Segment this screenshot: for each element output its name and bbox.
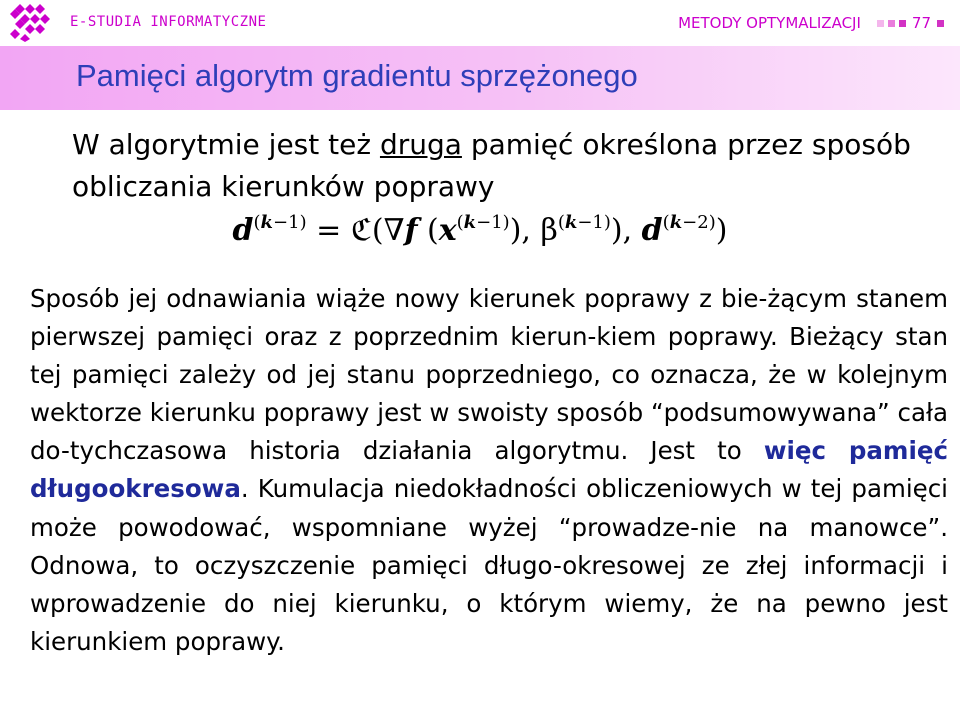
formula-mid-2: ), <box>610 213 642 248</box>
formula-equals: = <box>306 213 351 248</box>
lead-text-before: W algorytmie jest też <box>72 128 380 161</box>
formula-sup-3: (k−1) <box>557 212 611 233</box>
formula-close: ) <box>715 213 728 248</box>
diamond-lattice-logo-icon <box>6 2 54 42</box>
formula-x: x <box>438 213 457 248</box>
formula-sup-1: (k−1) <box>253 212 307 233</box>
paragraph-text-2: . Kumulacja niedokładności obliczeniowych w tej pamięci może powodować, wspomniane wyżej “prowadze-nie na manowce”. Odnowa, to oczyszczenie pamięci długo-okresowej ze złej informacji i wprowadzenie do niej kierunku, o którym wiemy, że na pewno jest kierunkiem poprawy. <box>30 474 948 656</box>
slide-title: Pamięci algorytm gradientu sprzężonego <box>76 58 638 93</box>
formula-operator: ℭ(∇ <box>350 213 405 248</box>
course-title: METODY OPTYMALIZACJI <box>678 14 861 32</box>
formula-paren: ( <box>417 213 439 248</box>
formula <box>0 212 960 248</box>
brand-label: E-STUDIA INFORMATYCZNE <box>70 14 267 30</box>
formula-f: f <box>404 213 418 248</box>
decor-square-1 <box>877 20 884 27</box>
decor-square-4 <box>937 20 944 27</box>
body-paragraph <box>30 280 948 661</box>
formula-d: d <box>232 213 254 248</box>
formula-sup-2: (k−1) <box>456 212 510 233</box>
formula-mid: ), β <box>509 213 558 248</box>
formula-sup-4: (k−2) <box>662 212 716 233</box>
decor-square-3 <box>899 20 906 27</box>
lead-underlined-word: druga <box>379 128 462 161</box>
formula-d-prev: d <box>641 213 663 248</box>
paragraph-text-1: Sposób jej odnawiania wiąże nowy kierunek poprawy z bie-żącym stanem pierwszej pamięci oraz z poprzednim kierun-kiem poprawy. Bieżący stan tej pamięci zależy od jej stanu poprzedniego, co oznacza, że w kolejnym wektorze kierunku poprawy jest w swoisty sposób “podsumowywana” cała do-tychczasowa historia działania algorytmu. Jest to <box>30 284 948 466</box>
lead-text-after: pamięć określona przez sposób obliczania kierunków poprawy <box>72 128 911 203</box>
paragraph-highlight: więc pamięć długookresowa <box>30 436 948 504</box>
decor-square-2 <box>888 20 895 27</box>
lead-text <box>72 124 942 208</box>
course-header <box>678 14 944 32</box>
page-number: 77 <box>911 14 931 32</box>
